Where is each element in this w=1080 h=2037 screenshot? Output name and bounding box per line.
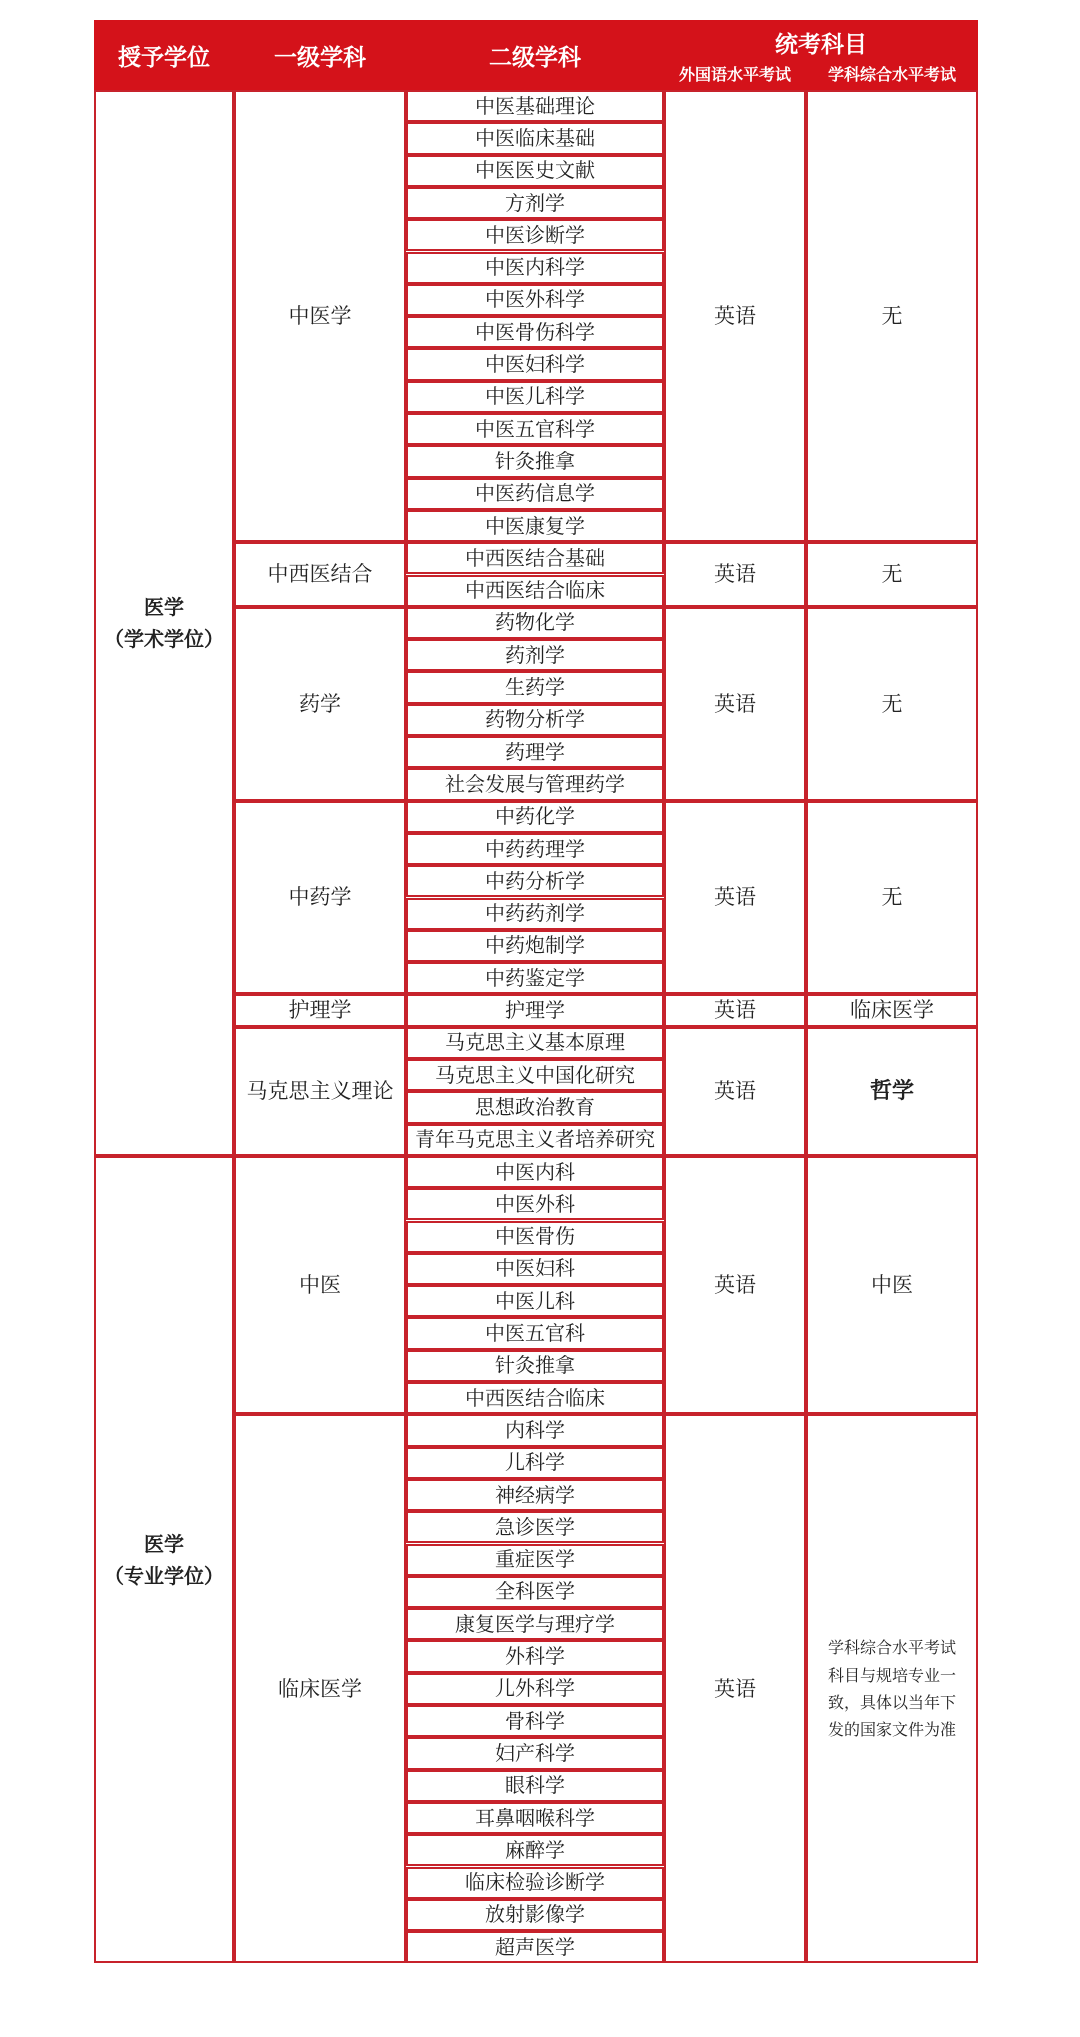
comprehensive-exam-label: 哲学 xyxy=(869,1078,914,1104)
header-exam-foreign: 外国语水平考试 xyxy=(678,64,791,84)
foreign-exam-label: 英语 xyxy=(714,1272,756,1297)
second-level-label: 中医骨伤 xyxy=(495,1224,575,1249)
second-level-label: 中医康复学 xyxy=(485,513,585,538)
second-level-label: 生药学 xyxy=(505,675,565,700)
second-level-label: 中医妇科 xyxy=(495,1256,575,1281)
first-level-label: 马克思主义理论 xyxy=(246,1079,394,1104)
second-level-label: 中药药理学 xyxy=(485,836,585,861)
first-level-label: 护理学 xyxy=(288,998,352,1023)
second-level-label: 针灸推拿 xyxy=(495,1353,575,1378)
first-level-label: 中药学 xyxy=(288,885,352,910)
second-level-label: 中药药剂学 xyxy=(485,901,585,926)
second-level-label: 马克思主义中国化研究 xyxy=(435,1062,635,1087)
second-level-label: 药理学 xyxy=(505,739,565,764)
second-level-label: 中医外科 xyxy=(495,1191,575,1216)
degree-label: 医学 （学术学位） xyxy=(104,594,224,651)
second-level-label: 中医外科学 xyxy=(485,287,585,312)
foreign-exam-label: 英语 xyxy=(714,303,756,328)
second-level-label: 中药化学 xyxy=(495,804,575,829)
second-level-label: 眼科学 xyxy=(505,1773,565,1798)
second-level-label: 中医儿科 xyxy=(495,1288,575,1313)
comprehensive-exam-label: 无 xyxy=(881,562,903,587)
second-level-label: 内科学 xyxy=(505,1417,565,1442)
comprehensive-exam-label: 中医 xyxy=(871,1272,913,1297)
second-level-label: 妇产科学 xyxy=(495,1740,575,1765)
second-level-label: 急诊医学 xyxy=(495,1514,575,1539)
second-level-label: 中西医结合临床 xyxy=(465,1385,605,1410)
second-level-label: 神经病学 xyxy=(495,1482,575,1507)
second-level-label: 针灸推拿 xyxy=(495,448,575,473)
first-level-label: 临床医学 xyxy=(278,1676,362,1701)
second-level-label: 中西医结合基础 xyxy=(465,545,605,570)
second-level-label: 重症医学 xyxy=(495,1547,575,1572)
second-level-label: 中医药信息学 xyxy=(475,481,595,506)
second-level-label: 药物分析学 xyxy=(485,707,585,732)
comprehensive-exam-label: 无 xyxy=(881,303,903,328)
second-level-label: 外科学 xyxy=(505,1644,565,1669)
comprehensive-exam-label: 临床医学 xyxy=(850,998,934,1023)
second-level-label: 中医五官科学 xyxy=(475,416,595,441)
second-level-label: 中药炮制学 xyxy=(485,933,585,958)
foreign-exam-label: 英语 xyxy=(714,1079,756,1104)
comprehensive-exam-label: 无 xyxy=(881,691,903,716)
second-level-label: 超声医学 xyxy=(495,1934,575,1959)
second-level-label: 耳鼻咽喉科学 xyxy=(475,1805,595,1830)
second-level-label: 中医内科 xyxy=(495,1159,575,1184)
second-level-label: 麻醉学 xyxy=(505,1837,565,1862)
second-level-label: 青年马克思主义者培养研究 xyxy=(415,1127,655,1152)
second-level-label: 中医医史文献 xyxy=(475,158,595,183)
header-exam-comprehensive: 学科综合水平考试 xyxy=(827,64,956,84)
second-level-label: 药剂学 xyxy=(505,642,565,667)
foreign-exam-label: 英语 xyxy=(714,691,756,716)
second-level-label: 中药鉴定学 xyxy=(485,965,585,990)
degree-label: 医学 （专业学位） xyxy=(104,1531,224,1588)
first-level-label: 中医学 xyxy=(288,303,352,328)
second-level-label: 中医五官科 xyxy=(485,1321,585,1346)
first-level-label: 药学 xyxy=(299,691,341,716)
header-exam-group: 统考科目 xyxy=(775,31,867,58)
second-level-label: 方剂学 xyxy=(505,190,565,215)
second-level-label: 中医妇科学 xyxy=(485,352,585,377)
second-level-label: 思想政治教育 xyxy=(475,1094,595,1119)
second-level-label: 中医诊断学 xyxy=(485,222,585,247)
second-level-label: 儿科学 xyxy=(505,1450,565,1475)
foreign-exam-label: 英语 xyxy=(714,885,756,910)
second-level-label: 药物化学 xyxy=(495,610,575,635)
second-level-label: 放射影像学 xyxy=(485,1902,585,1927)
second-level-label: 中医儿科学 xyxy=(485,384,585,409)
second-level-label: 中医临床基础 xyxy=(475,125,595,150)
first-level-label: 中西医结合 xyxy=(267,562,373,587)
second-level-label: 马克思主义基本原理 xyxy=(445,1030,625,1055)
header-degree: 授予学位 xyxy=(118,44,210,71)
foreign-exam-label: 英语 xyxy=(714,562,756,587)
header-first-level: 一级学科 xyxy=(274,44,366,71)
second-level-label: 中药分析学 xyxy=(485,868,585,893)
second-level-label: 护理学 xyxy=(505,998,565,1023)
second-level-label: 中医基础理论 xyxy=(475,93,595,118)
second-level-label: 临床检验诊断学 xyxy=(465,1870,605,1895)
second-level-label: 中西医结合临床 xyxy=(465,578,605,603)
comprehensive-exam-label: 无 xyxy=(881,885,903,910)
second-level-label: 康复医学与理疗学 xyxy=(455,1611,615,1636)
second-level-label: 中医骨伤科学 xyxy=(475,319,595,344)
foreign-exam-label: 英语 xyxy=(714,998,756,1023)
header-second-level: 二级学科 xyxy=(489,44,581,71)
foreign-exam-label: 英语 xyxy=(714,1676,756,1701)
first-level-label: 中医 xyxy=(299,1272,341,1297)
second-level-label: 骨科学 xyxy=(505,1708,565,1733)
second-level-label: 全科医学 xyxy=(495,1579,575,1604)
second-level-label: 中医内科学 xyxy=(485,255,585,280)
second-level-label: 儿外科学 xyxy=(495,1676,575,1701)
second-level-label: 社会发展与管理药学 xyxy=(445,771,625,796)
comprehensive-exam-label: 学科综合水平考试 科目与规培专业一 致，具体以当年下 发的国家文件为准 xyxy=(827,1638,956,1740)
